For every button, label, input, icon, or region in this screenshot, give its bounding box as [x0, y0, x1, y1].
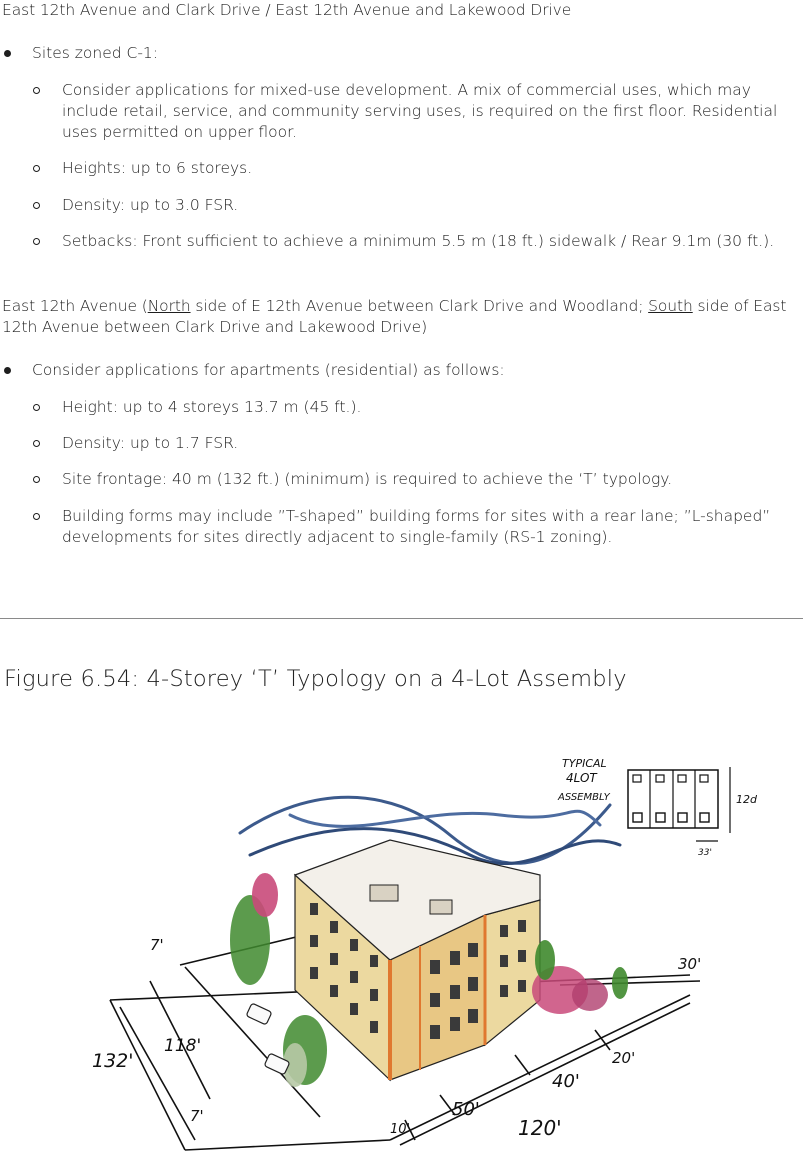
- apartment-building: [295, 840, 540, 1080]
- dim-label-7-top: 7': [150, 936, 164, 954]
- bullet-item: [0, 43, 800, 65]
- window: [450, 1017, 460, 1031]
- sub-item: [0, 195, 800, 217]
- sub-item-text: Height: up to 4 storeys 13.7 m (45 ft.).: [62, 398, 362, 416]
- sub-item-text: Building forms may include ”T-shaped” building forms for sites with a rear lane; ”L-shaped” developments for sites directly adjacent to single-family (RS-1 zoning).: [62, 507, 771, 546]
- tree: [612, 967, 628, 999]
- window: [370, 1021, 378, 1033]
- dim-label-20: 20': [612, 1049, 636, 1067]
- sub-bullet-circle: [33, 165, 40, 172]
- window: [518, 980, 526, 992]
- figure-title: Figure 6.54: 4-Storey ‘T’ Typology on a 4-Lot Assembly: [4, 666, 627, 692]
- heading-mid: side of E 12th Avenue between Clark Drive and Woodland;: [190, 297, 649, 315]
- lot-line: [185, 1140, 390, 1150]
- lot-line: [110, 1000, 185, 1150]
- window: [430, 993, 440, 1007]
- heading-north: North: [147, 297, 191, 315]
- section-heading-apartments: [2, 296, 792, 338]
- sub-item-text: Heights: up to 6 storeys.: [62, 159, 253, 177]
- car-icon: [246, 1003, 272, 1025]
- window: [310, 903, 318, 915]
- parked-cars: [246, 1003, 290, 1075]
- inset-label: 4LOT: [566, 771, 597, 785]
- bullet-dot: [4, 367, 11, 374]
- window: [350, 971, 358, 983]
- building-sketch-illustration: [90, 745, 800, 1153]
- dim-label-132: 132': [92, 1050, 134, 1072]
- window: [350, 1003, 358, 1015]
- sub-bullet-circle: [33, 476, 40, 483]
- sub-item: [0, 506, 800, 550]
- rooftop-structure: [430, 900, 452, 914]
- sub-bullet-circle: [33, 440, 40, 447]
- inset-label: ASSEMBLY: [558, 792, 610, 803]
- window: [518, 950, 526, 962]
- window: [518, 920, 526, 932]
- window: [468, 977, 478, 991]
- window: [450, 951, 460, 965]
- window: [330, 985, 338, 997]
- section-heading-c1: East 12th Avenue and Clark Drive / East 12th Avenue and Lakewood Drive: [2, 1, 572, 19]
- bullet-item: [0, 360, 800, 382]
- section-divider: [0, 618, 803, 619]
- sub-bullet-circle: [33, 202, 40, 209]
- dim-label-40: 40': [552, 1071, 580, 1092]
- window: [450, 985, 460, 999]
- window: [330, 921, 338, 933]
- sub-item-text: Setbacks: Front sufficient to achieve a minimum 5.5 m (18 ft.) sidewalk / Rear 9.1m (30 ft.).: [62, 232, 775, 250]
- window: [310, 967, 318, 979]
- window: [430, 1025, 440, 1039]
- dim-tick: [515, 1055, 530, 1075]
- sub-bullet-circle: [33, 238, 40, 245]
- dim-line: [120, 1007, 195, 1140]
- tree: [572, 979, 608, 1011]
- window: [500, 985, 508, 997]
- dim-label-120: 120': [518, 1116, 562, 1140]
- sub-item-text: Density: up to 1.7 FSR.: [62, 434, 239, 452]
- sky-swirl-line: [290, 811, 600, 826]
- window: [350, 939, 358, 951]
- inset-label: TYPICAL: [562, 757, 607, 770]
- window: [468, 1009, 478, 1023]
- dim-label-10: 10': [390, 1122, 411, 1137]
- facade-right-wing: [485, 900, 540, 1045]
- bullet-text: Sites zoned C-1:: [32, 44, 159, 62]
- sub-item: [0, 80, 800, 146]
- window: [430, 960, 440, 974]
- inset-lot-diagram: [628, 767, 730, 841]
- dim-label-7-bottom: 7': [190, 1107, 204, 1125]
- window: [500, 925, 508, 937]
- dim-label-118: 118': [164, 1036, 202, 1056]
- dim-label-50: 50': [452, 1099, 480, 1120]
- heading-south: South: [648, 297, 693, 315]
- sub-bullet-circle: [33, 87, 40, 94]
- rooftop-structure: [370, 885, 398, 901]
- sub-item-text: Site frontage: 40 m (132 ft.) (minimum) is required to achieve the ‘T’ typology.: [62, 470, 673, 488]
- trees-right: [532, 940, 628, 1014]
- dim-label-30: 30': [678, 955, 702, 973]
- sub-item: [0, 469, 800, 491]
- sub-bullet-circle: [33, 513, 40, 520]
- window: [500, 955, 508, 967]
- sub-item: [0, 397, 800, 419]
- window: [310, 935, 318, 947]
- window: [330, 953, 338, 965]
- sub-bullet-circle: [33, 404, 40, 411]
- heading-prefix: East 12th Avenue (: [2, 297, 148, 315]
- sub-item-text: Density: up to 3.0 FSR.: [62, 196, 239, 214]
- bullet-text: Consider applications for apartments (residential) as follows:: [32, 361, 505, 379]
- sub-item: [0, 433, 800, 455]
- window: [468, 943, 478, 957]
- window: [370, 989, 378, 1001]
- sub-item: [0, 231, 800, 275]
- inset-width-label: 33': [698, 848, 712, 858]
- sub-item: [0, 158, 800, 180]
- sub-item-text: Consider applications for mixed-use development. A mix of commercial uses, which may include retail, service, and community serving uses, is required on the first floor. Residential uses permitted on upper floor.: [62, 81, 778, 141]
- inset-depth-label: 12d: [736, 793, 757, 806]
- tree: [252, 873, 278, 917]
- bullet-dot: [4, 50, 11, 57]
- window: [370, 955, 378, 967]
- tree: [535, 940, 555, 980]
- heading-suffix: side of East 12th Avenue between Clark Drive and Lakewood Drive): [2, 297, 787, 336]
